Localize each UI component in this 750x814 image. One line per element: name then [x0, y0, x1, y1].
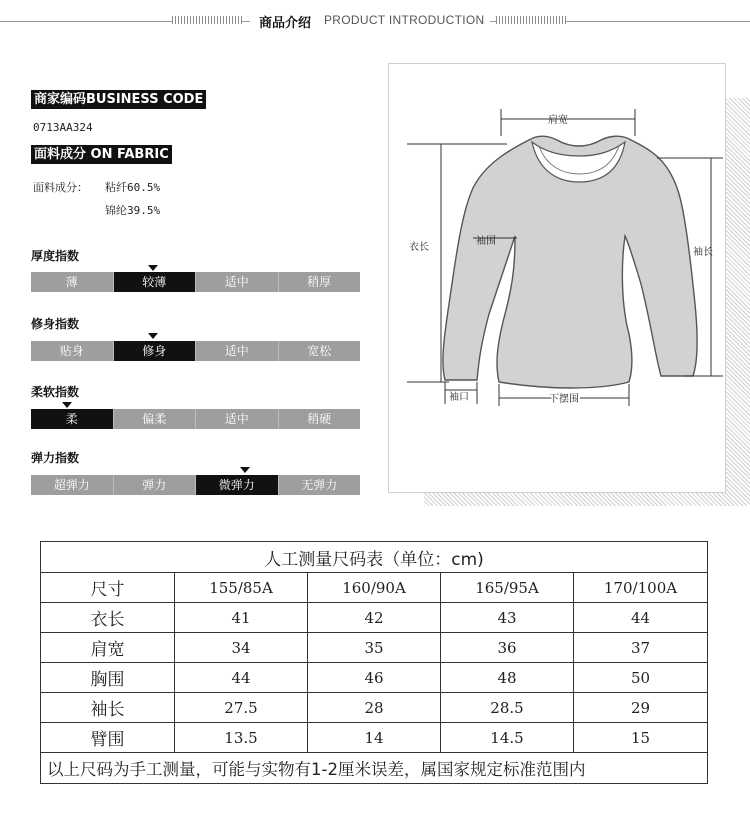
- table-cell: 43: [441, 603, 574, 633]
- size-table-note: 以上尺码为手工测量，可能与实物有1-2厘米误差，属国家规定标准范围内: [41, 753, 708, 784]
- sweater-diagram-svg: [389, 64, 725, 492]
- table-cell: 50: [574, 663, 708, 693]
- table-cell: 27.5: [175, 693, 308, 723]
- header-ornament-right: [496, 16, 566, 24]
- header-line-right: [566, 21, 750, 22]
- elasticity-option: 超弹力: [53, 478, 90, 492]
- table-row: [41, 693, 708, 723]
- table-cell: 15: [574, 723, 708, 753]
- softness-option: 稍硬: [278, 409, 361, 429]
- header-title-cn: 商品介绍: [259, 16, 312, 31]
- table-cell: 42: [308, 603, 441, 633]
- thickness-option: 稍厚: [278, 272, 361, 292]
- table-cell: 44: [574, 603, 708, 633]
- table-cell: 14: [308, 723, 441, 753]
- table-cell: 袖长: [41, 693, 175, 723]
- table-row: [41, 663, 708, 693]
- softness-index-title: 柔软指数: [31, 385, 80, 399]
- shoulder-label: 肩宽: [548, 115, 568, 126]
- armhole-label: 袖围: [476, 236, 496, 247]
- table-cell: 28.5: [441, 693, 574, 723]
- table-cell: 48: [441, 663, 574, 693]
- fabric-prefix: 面料成分：: [33, 181, 88, 194]
- fit-option: 宽松: [278, 341, 361, 361]
- softness-option: 偏柔: [113, 409, 196, 429]
- table-header-cell: 165/95A: [441, 573, 574, 603]
- table-cell: 28: [308, 693, 441, 723]
- table-row: [41, 633, 708, 663]
- fit-option: 适中: [195, 341, 278, 361]
- size-table: [40, 541, 708, 784]
- size-table-caption: 人工测量尺码表（单位：cm): [41, 542, 708, 573]
- table-cell: 肩宽: [41, 633, 175, 663]
- fabric-item: 锦纶39.5%: [105, 204, 161, 217]
- table-cell: 胸围: [41, 663, 175, 693]
- business-code-value: 0713AA324: [33, 121, 93, 134]
- fit-index-title: 修身指数: [31, 317, 80, 331]
- fit-index-scale: [31, 341, 360, 361]
- table-row: [41, 723, 708, 753]
- fit-indicator-triangle: [148, 333, 158, 339]
- header-title-en: PRODUCT INTRODUCTION: [324, 13, 485, 27]
- table-cell: 13.5: [175, 723, 308, 753]
- business-code-label: 商家编码BUSINESS CODE: [31, 90, 206, 109]
- table-cell: 臂围: [41, 723, 175, 753]
- table-cell: 44: [175, 663, 308, 693]
- table-row: [41, 603, 708, 633]
- softness-option-selected: 柔: [31, 409, 113, 429]
- softness-indicator-triangle: [62, 402, 72, 408]
- table-cell: 41: [175, 603, 308, 633]
- fabric-label: 面料成分 ON FABRIC: [31, 145, 172, 164]
- table-cell: 35: [308, 633, 441, 663]
- thickness-index-scale: [31, 272, 360, 292]
- cuff-label: 袖口: [449, 392, 469, 403]
- thickness-indicator-triangle: [148, 265, 158, 271]
- elasticity-option: 无弹力: [278, 475, 361, 495]
- elasticity-option-selected: 微弹力: [195, 475, 278, 495]
- header-line-left-inner: [242, 21, 250, 22]
- elasticity-index-title: 弹力指数: [31, 451, 80, 465]
- table-header-cell: 155/85A: [175, 573, 308, 603]
- table-header-cell: 160/90A: [308, 573, 441, 603]
- header-ornament-left: [172, 16, 242, 24]
- softness-option: 适中: [195, 409, 278, 429]
- thickness-option: 适中: [195, 272, 278, 292]
- table-header-cell: 尺寸: [41, 573, 175, 603]
- elasticity-index-scale: [31, 475, 360, 495]
- table-cell: 衣长: [41, 603, 175, 633]
- table-cell: 37: [574, 633, 708, 663]
- fabric-item: 粘纤60.5%: [105, 181, 161, 194]
- fit-option: 贴身: [59, 344, 84, 358]
- table-cell: 29: [574, 693, 708, 723]
- measurement-diagram: [388, 63, 726, 493]
- length-label: 衣长: [409, 242, 429, 253]
- thickness-option: 薄: [65, 275, 78, 289]
- header-line-left: [0, 21, 172, 22]
- table-cell: 46: [308, 663, 441, 693]
- thickness-index-title: 厚度指数: [31, 249, 80, 263]
- sleeve-label: 袖长: [693, 247, 713, 258]
- softness-index-scale: [31, 409, 360, 429]
- table-cell: 14.5: [441, 723, 574, 753]
- elasticity-option: 弹力: [113, 475, 196, 495]
- fit-option-selected: 修身: [113, 341, 196, 361]
- table-cell: 34: [175, 633, 308, 663]
- thickness-option-selected: 较薄: [113, 272, 196, 292]
- table-header-row: [41, 573, 708, 603]
- hem-label: 下摆围: [549, 394, 579, 405]
- table-header-cell: 170/100A: [574, 573, 708, 603]
- elasticity-indicator-triangle: [240, 467, 250, 473]
- table-cell: 36: [441, 633, 574, 663]
